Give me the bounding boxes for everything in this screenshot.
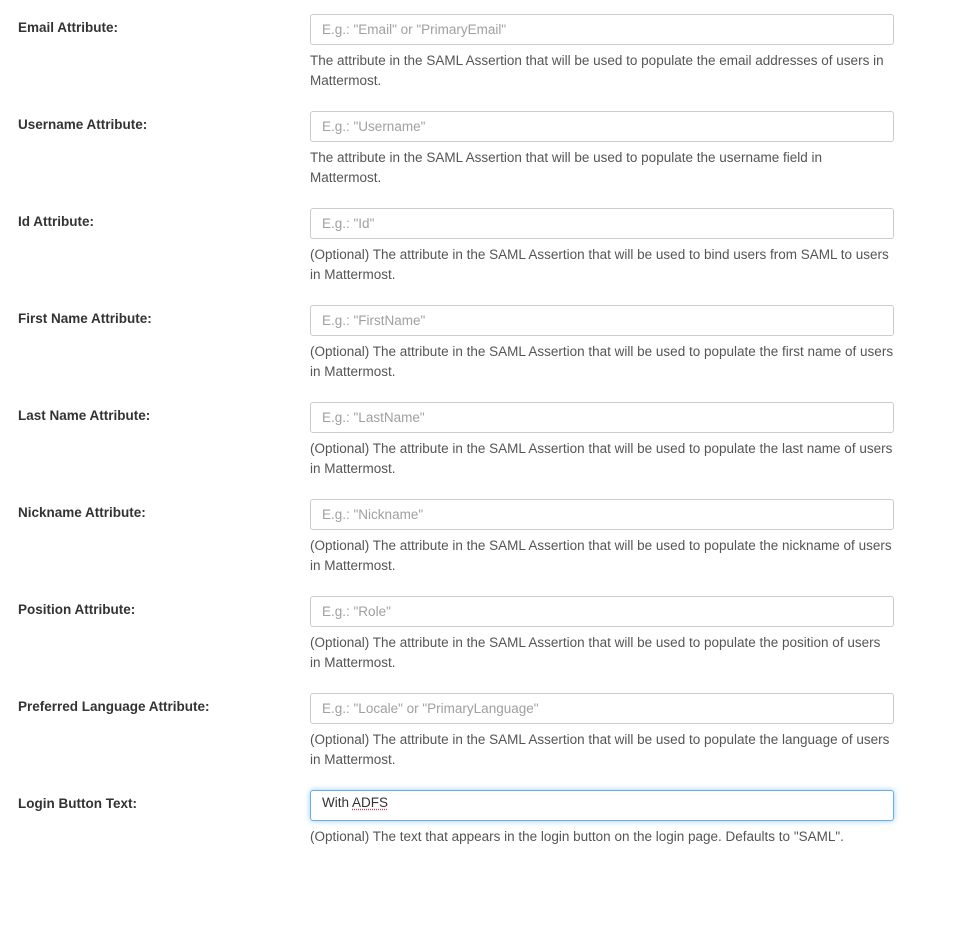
- form-row-preferred-language-attribute: [0, 693, 975, 788]
- field-nickname-attribute: [310, 499, 894, 594]
- last-name-attribute-input[interactable]: [310, 402, 894, 433]
- form-row-first-name-attribute: [0, 305, 975, 400]
- label-text: First Name Attribute:: [18, 311, 152, 326]
- form-row-nickname-attribute: [0, 499, 975, 594]
- help-login-button-text: (Optional) The text that appears in the login button on the login page. Defaults to "SAML".: [310, 829, 844, 844]
- label-text: Last Name Attribute:: [18, 408, 151, 423]
- form-row-email-attribute: [0, 14, 975, 109]
- form-row-last-name-attribute: [0, 402, 975, 497]
- field-preferred-language-attribute: [310, 693, 894, 788]
- email-attribute-input[interactable]: [310, 14, 894, 45]
- label-id-attribute: [0, 208, 310, 231]
- field-id-attribute: [310, 208, 894, 303]
- position-attribute-input[interactable]: [310, 596, 894, 627]
- label-text: Email Attribute:: [18, 20, 119, 35]
- first-name-attribute-input[interactable]: [310, 305, 894, 336]
- field-position-attribute: [310, 596, 894, 691]
- help-email-attribute: The attribute in the SAML Assertion that will be used to populate the email addresses of users in Mattermost.: [310, 53, 884, 88]
- label-first-name-attribute: [0, 305, 310, 328]
- username-attribute-input[interactable]: [310, 111, 894, 142]
- id-attribute-input[interactable]: [310, 208, 894, 239]
- label-text: Position Attribute:: [18, 602, 136, 617]
- label-last-name-attribute: [0, 402, 310, 425]
- form-row-id-attribute: [0, 208, 975, 303]
- help-last-name-attribute: (Optional) The attribute in the SAML Assertion that will be used to populate the last name of users in Mattermost.: [310, 441, 893, 476]
- label-text: Username Attribute:: [18, 117, 148, 132]
- login-button-text-input[interactable]: [310, 790, 894, 821]
- preferred-language-attribute-input[interactable]: [310, 693, 894, 724]
- login-button-text-value-prefix: With: [322, 795, 353, 810]
- field-first-name-attribute: [310, 305, 894, 400]
- form-row-username-attribute: [0, 111, 975, 206]
- field-last-name-attribute: [310, 402, 894, 497]
- field-username-attribute: [310, 111, 894, 206]
- form-row-position-attribute: [0, 596, 975, 691]
- label-text: Id Attribute:: [18, 214, 94, 229]
- help-first-name-attribute: (Optional) The attribute in the SAML Assertion that will be used to populate the first name of users in Mattermost.: [310, 344, 894, 379]
- label-preferred-language-attribute: [0, 693, 310, 716]
- help-nickname-attribute: (Optional) The attribute in the SAML Assertion that will be used to populate the nickname of users in Mattermost.: [310, 538, 892, 573]
- help-position-attribute: (Optional) The attribute in the SAML Assertion that will be used to populate the position of users in Mattermost.: [310, 635, 881, 670]
- help-preferred-language-attribute: (Optional) The attribute in the SAML Assertion that will be used to populate the language of users in Mattermost.: [310, 732, 890, 767]
- label-nickname-attribute: [0, 499, 310, 522]
- label-position-attribute: [0, 596, 310, 619]
- label-text: Preferred Language Attribute:: [18, 699, 210, 714]
- label-username-attribute: [0, 111, 310, 134]
- help-username-attribute: The attribute in the SAML Assertion that will be used to populate the username field in Mattermost.: [310, 150, 823, 185]
- help-id-attribute: (Optional) The attribute in the SAML Assertion that will be used to bind users from SAML to users in Mattermost.: [310, 247, 889, 282]
- login-button-text-value-misspelled: ADFS: [352, 795, 389, 810]
- field-email-attribute: [310, 14, 894, 109]
- nickname-attribute-input[interactable]: [310, 499, 894, 530]
- label-login-button-text: [0, 790, 310, 813]
- field-login-button-text: [310, 790, 894, 847]
- label-text: Login Button Text:: [18, 796, 137, 811]
- form-row-login-button-text: [0, 790, 975, 847]
- label-email-attribute: [0, 14, 310, 37]
- label-text: Nickname Attribute:: [18, 505, 146, 520]
